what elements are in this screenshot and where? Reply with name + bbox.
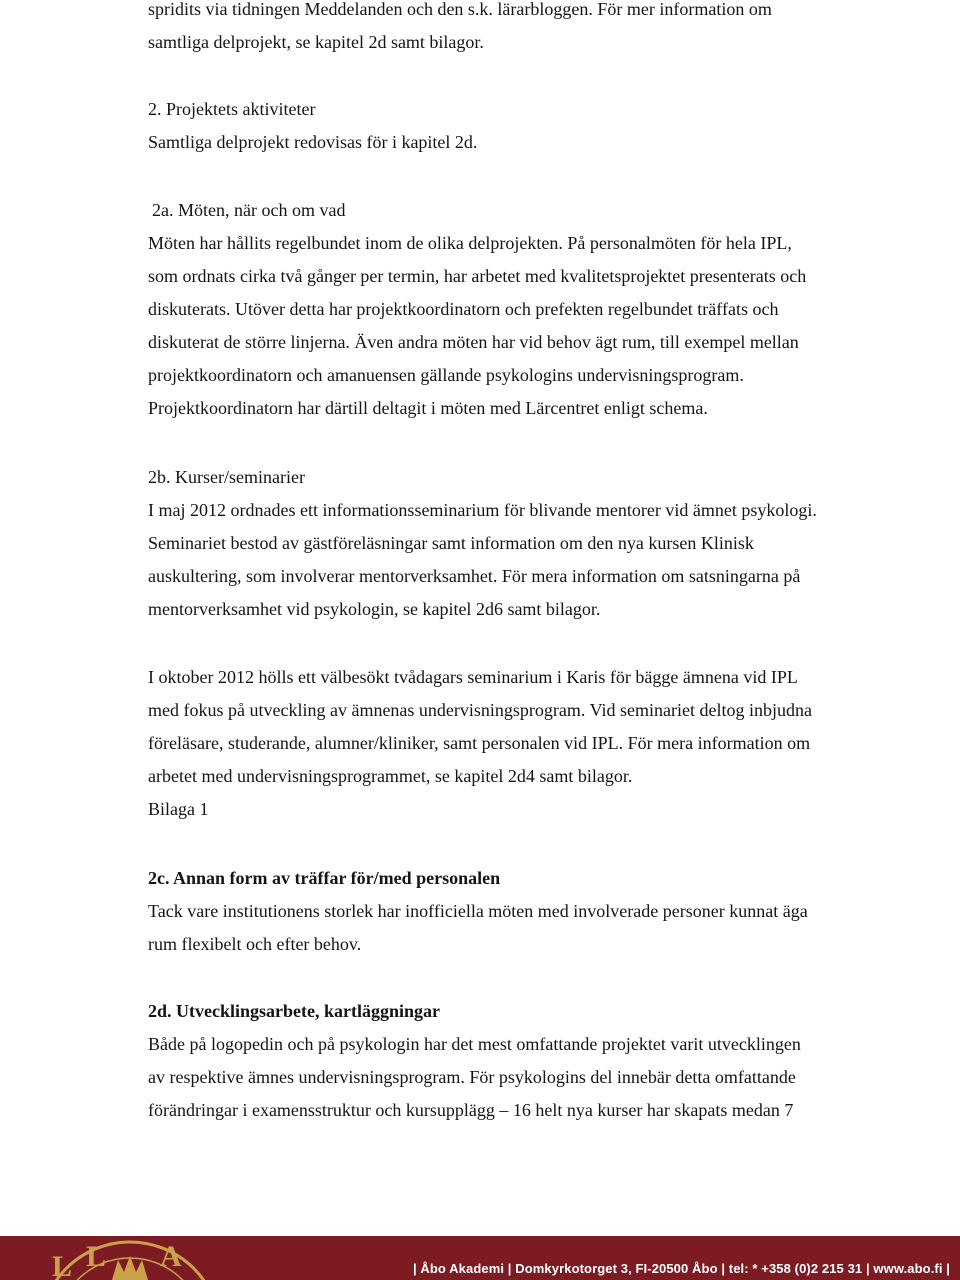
text-line: Seminariet bestod av gästföreläsningar samt information om den nya kursen Klinisk xyxy=(148,533,754,553)
seal-letter: L xyxy=(86,1240,107,1273)
text-line: auskultering, som involverar mentorverksamhet. För mera information om satsningarna på xyxy=(148,566,801,586)
text-line: projektkoordinatorn och amanuensen gällande psykologins undervisningsprogram. xyxy=(148,365,744,385)
section-2a xyxy=(148,194,938,425)
section-heading: 2d. Utvecklingsarbete, kartläggningar xyxy=(148,1001,440,1021)
section-2 xyxy=(148,93,938,159)
text-line: arbetet med undervisningsprogrammet, se kapitel 2d4 samt bilagor. xyxy=(148,766,633,786)
text-line: diskuterat de större linjerna. Även andra möten har vid behov ägt rum, till exempel mellan xyxy=(148,332,799,352)
section-heading: 2c. Annan form av träffar för/med personalen xyxy=(148,868,501,888)
text-line: förändringar i examensstruktur och kursupplägg – 16 helt nya kurser har skapats medan 7 xyxy=(148,1100,794,1120)
section-heading: 2b. Kurser/seminarier xyxy=(148,467,305,487)
section-heading: 2. Projektets aktiviteter xyxy=(148,99,316,119)
seal-letter: L xyxy=(52,1250,73,1280)
text-line: Projektkoordinatorn har därtill deltagit i möten med Lärcentret enligt schema. xyxy=(148,398,708,418)
text-line: samtliga delprojekt, se kapitel 2d samt bilagor. xyxy=(148,32,484,52)
section-2b-paragraph-2 xyxy=(148,661,938,826)
text-line: Samtliga delprojekt redovisas för i kapitel 2d. xyxy=(148,132,478,152)
text-line: Både på logopedin och på psykologin har det mest omfattande projektet varit utvecklingen xyxy=(148,1034,801,1054)
university-seal-icon xyxy=(0,1236,260,1280)
text-line: med fokus på utveckling av ämnenas undervisningsprogram. Vid seminariet deltog inbjudna xyxy=(148,700,812,720)
text-line: I oktober 2012 hölls ett välbesökt tvådagars seminarium i Karis för bägge ämnena vid IPL xyxy=(148,667,798,687)
seal-letter: A xyxy=(160,1240,182,1273)
text-line: Tack vare institutionens storlek har inofficiella möten med involverade personer kunnat äga xyxy=(148,901,808,921)
section-2b xyxy=(148,461,938,626)
footer-bar xyxy=(0,1236,960,1280)
intro-paragraph xyxy=(148,0,938,59)
text-line: av respektive ämnes undervisningsprogram. För psykologins del innebär detta omfattande xyxy=(148,1067,796,1087)
text-line: Möten har hållits regelbundet inom de olika delprojekten. På personalmöten för hela IPL, xyxy=(148,233,792,253)
text-line: rum flexibelt och efter behov. xyxy=(148,934,362,954)
text-line: Bilaga 1 xyxy=(148,799,209,819)
text-line: spridits via tidningen Meddelanden och den s.k. lärarbloggen. För mer information om xyxy=(148,0,772,19)
footer-contact-text: | Åbo Akademi | Domkyrkotorget 3, FI-20500 Åbo | tel: * +358 (0)2 215 31 | www.abo.fi | xyxy=(412,1261,950,1276)
text-line: föreläsare, studerande, alumner/kliniker, samt personalen vid IPL. För mera information om xyxy=(148,733,811,753)
text-line: diskuterats. Utöver detta har projektkoordinatorn och prefekten regelbundet träffats och xyxy=(148,299,779,319)
section-heading: 2a. Möten, när och om vad xyxy=(152,200,346,220)
text-line: mentorverksamhet vid psykologin, se kapitel 2d6 samt bilagor. xyxy=(148,599,601,619)
text-line: som ordnats cirka två gånger per termin, har arbetet med kvalitetsprojektet presenterats och xyxy=(148,266,807,286)
text-line: I maj 2012 ordnades ett informationsseminarium för blivande mentorer vid ämnet psykologi. xyxy=(148,500,817,520)
section-2d xyxy=(148,995,938,1127)
section-2c xyxy=(148,862,938,961)
